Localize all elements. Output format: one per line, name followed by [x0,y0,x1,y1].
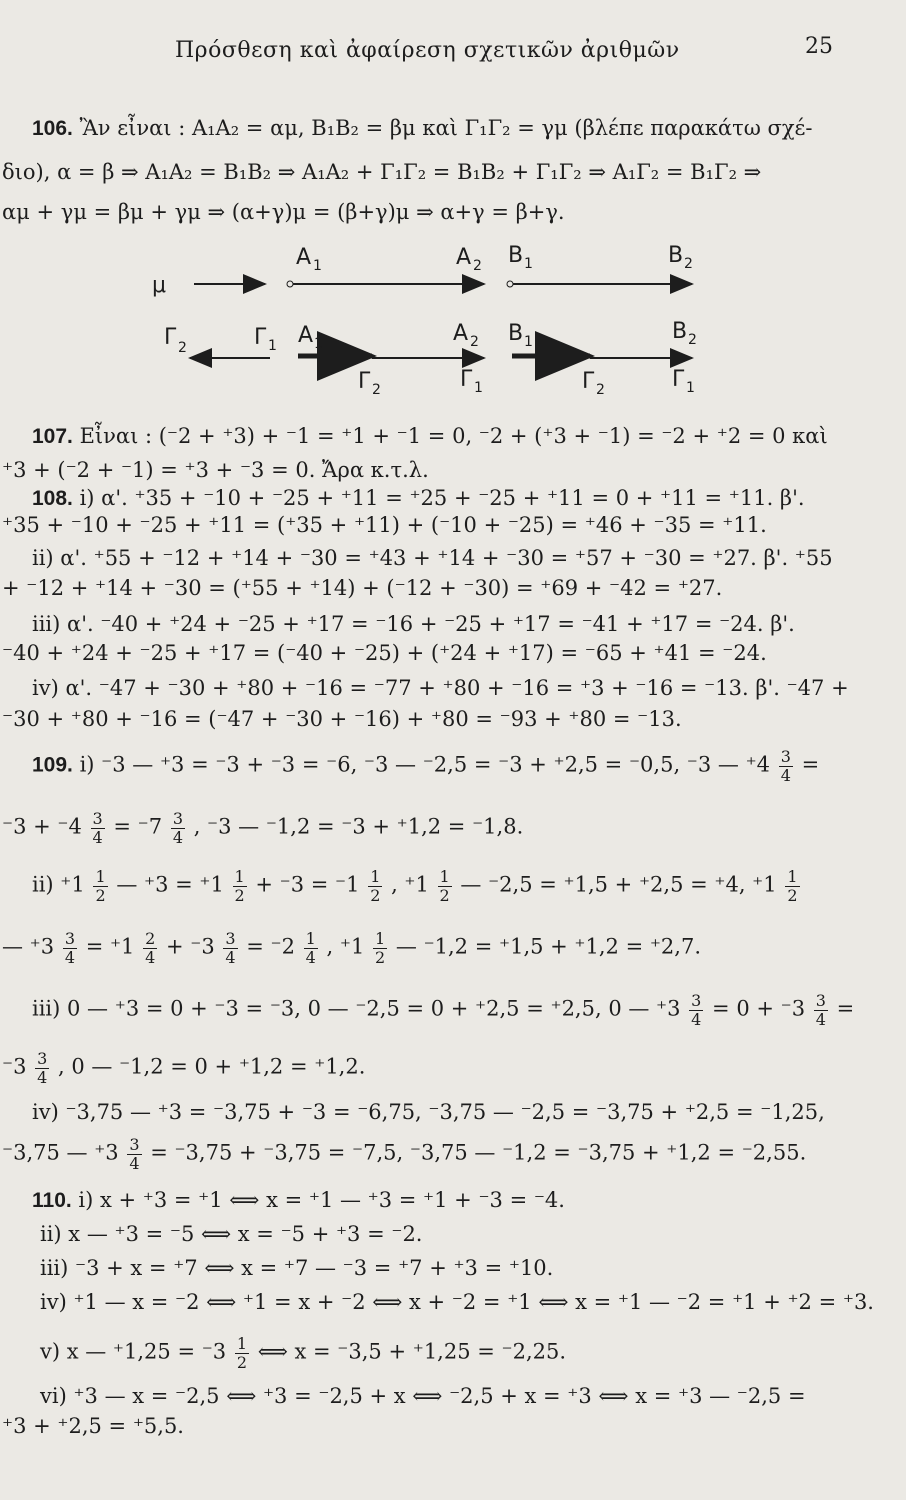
fraction: $\frac{3}{4}$ [172,809,183,847]
exercise-108-iii-line-2: ⁻40 + ⁺24 + ⁻25 + ⁺17 = (⁻40 + ⁻25) + (⁺24 + ⁺17) = ⁻65 + ⁺41 = ⁻24. [2,641,767,665]
b1b-sub: 1 [524,334,533,350]
exercise-109-ii-line-1: ii) ⁺1 $\frac{1}{2}$ — ⁺3 = ⁺1 $\frac{1}{2}$ + ⁻3 = ⁻1 $\frac{1}{2}$ , ⁺1 $\frac{1}{2}$ — ⁻2,5 = ⁺1,5 + ⁺2,5 = ⁺4, ⁺1 $\frac{1}{2}$ [32,867,798,905]
g1c-sub: 1 [686,380,695,396]
exercise-109-ii-line-2: — ⁺3 $\frac{3}{4}$ = ⁺1 $\frac{2}{4}$ + ⁻3 $\frac{3}{4}$ = ⁻2 $\frac{1}{4}$ , ⁺1 $\frac{1}{2}$ — ⁻1,2 = ⁺1,5 + ⁺1,2 = ⁺2,7. [2,929,702,967]
a1b-label: A [298,323,314,348]
mu-label: μ [152,273,166,298]
exercise-number: 109. [32,753,73,777]
fraction: $\frac{1}{2}$ [95,867,106,905]
fraction: $\frac{3}{4}$ [225,929,236,967]
exercise-106-line-2: διο), α = β ⇒ A₁A₂ = B₁B₂ ⇒ A₁A₂ + Γ₁Γ₂ = B₁B₂ + Γ₁Γ₂ ⇒ A₁Γ₂ = B₁Γ₂ ⇒ [2,160,762,184]
g2c-label: Γ [582,369,595,394]
exercise-109-iii-line-1: iii) 0 — ⁺3 = 0 + ⁻3 = ⁻3, 0 — ⁻2,5 = 0 + ⁺2,5 = ⁺2,5, 0 — ⁺3 $\frac{3}{4}$ = 0 + ⁻3 $\frac{3}{4}$ = [32,991,855,1029]
g2-label: Γ [164,325,177,350]
g1-label: Γ [254,325,267,350]
b2-sub: 2 [684,256,693,272]
fraction: $\frac{1}{4}$ [305,929,316,967]
b1-point [507,281,513,287]
exercise-110-iv: iv) ⁺1 — x = ⁻2 ⟺ ⁺1 = x + ⁻2 ⟺ x + ⁻2 = ⁺1 ⟺ x = ⁺1 — ⁻2 = ⁺1 + ⁺2 = ⁺3. [40,1290,874,1314]
exercise-109-iv-line-1: iv) ⁻3,75 — ⁺3 = ⁻3,75 + ⁻3 = ⁻6,75, ⁻3,75 — ⁻2,5 = ⁻3,75 + ⁺2,5 = ⁻1,25, [32,1100,825,1124]
exercise-106-line-1 [32,116,813,141]
a1b-sub: 1 [314,336,323,352]
g2c-sub: 2 [596,382,605,398]
exercise-108-i-line-2: ⁺35 + ⁻10 + ⁻25 + ⁺11 = (⁺35 + ⁺11) + (⁻10 + ⁻25) = ⁺46 + ⁻35 = ⁺11. [2,513,767,537]
a2-label: A [456,245,472,270]
fraction: $\frac{3}{4}$ [691,991,702,1029]
exercise-number: 106. [32,117,73,140]
g2-sub: 2 [178,340,187,356]
exercise-110-vi-line-1: vi) ⁺3 — x = ⁻2,5 ⟺ ⁺3 = ⁻2,5 + x ⟺ ⁻2,5 + x = ⁺3 ⟺ x = ⁺3 — ⁻2,5 = [40,1384,806,1408]
exercise-108-i-line-1 [32,486,805,511]
g2b-label: Γ [358,369,371,394]
fraction: $\frac{1}{2}$ [375,929,386,967]
a1-sub: 1 [313,258,322,274]
exercise-109-i-line-2: ⁻3 + ⁻4 $\frac{3}{4}$ = ⁻7 $\frac{3}{4}$ , ⁻3 — ⁻1,2 = ⁻3 + ⁺1,2 = ⁻1,8. [2,809,524,847]
exercise-107-line-2: ⁺3 + (⁻2 + ⁻1) = ⁺3 + ⁻3 = 0. Ἄρα κ.τ.λ. [2,458,429,482]
exercise-109-i-line-1: 109. i) ⁻3 — ⁺3 = ⁻3 + ⁻3 = ⁻6, ⁻3 — ⁻2,5 = ⁻3 + ⁺2,5 = ⁻0,5, ⁻3 — ⁺4 $\frac{3}{4}$ = [32,747,820,785]
exercise-number: 110. [32,1189,72,1212]
exercise-110-v: v) x — ⁺1,25 = ⁻3 $\frac{1}{2}$ ⟺ x = ⁻3,5 + ⁺1,25 = ⁻2,25. [40,1334,567,1372]
exercise-108-iv-line-2: ⁻30 + ⁺80 + ⁻16 = (⁻47 + ⁻30 + ⁻16) + ⁺80 = ⁻93 + ⁺80 = ⁻13. [2,707,682,731]
fraction: $\frac{2}{4}$ [145,929,156,967]
a1-label: A [296,245,312,270]
exercise-110-i [32,1188,565,1213]
page-header-title: Πρόσθεση καὶ ἀφαίρεση σχετικῶν ἀριθμῶν [175,38,680,63]
g1b-label: Γ [460,367,473,392]
fraction: $\frac{1}{2}$ [234,867,245,905]
fraction: $\frac{1}{2}$ [787,867,798,905]
a1-point [287,281,293,287]
exercise-109-iii-line-2: ⁻3 $\frac{3}{4}$ , 0 — ⁻1,2 = 0 + ⁺1,2 = ⁺1,2. [2,1049,366,1087]
exercise-107-line-1 [32,424,828,449]
fraction: $\frac{3}{4}$ [129,1135,140,1173]
b2b-label: B [672,319,688,344]
exercise-number: 107. [32,425,73,448]
fraction: $\frac{3}{4}$ [37,1049,48,1087]
b1-sub: 1 [524,256,533,272]
exercise-text: Εἶναι : (⁻2 + ⁺3) + ⁻1 = ⁺1 + ⁻1 = 0, ⁻2 + (⁺3 + ⁻1) = ⁻2 + ⁺2 = 0 καὶ [79,424,828,448]
fraction: $\frac{3}{4}$ [64,929,75,967]
vector-diagram [0,240,906,400]
g1b-sub: 1 [474,380,483,396]
b1b-label: B [508,321,524,346]
exercise-106-line-3: αμ + γμ = βμ + γμ ⇒ (α+γ)μ = (β+γ)μ ⇒ α+γ = β+γ. [2,200,565,224]
exercise-text: i) ⁻3 — ⁺3 = ⁻3 + ⁻3 = ⁻6, ⁻3 — ⁻2,5 = ⁻3 + ⁺2,5 = ⁻0,5, ⁻3 — ⁺4 [79,752,771,777]
exercise-text: i) α'. ⁺35 + ⁻10 + ⁻25 + ⁺11 = ⁺25 + ⁻25 + ⁺11 = 0 + ⁺11 = ⁺11. β'. [79,486,805,510]
exercise-110-iii: iii) ⁻3 + x = ⁺7 ⟺ x = ⁺7 — ⁻3 = ⁺7 + ⁺3 = ⁺10. [40,1256,554,1280]
exercise-text: i) x + ⁺3 = ⁺1 ⟺ x = ⁺1 — ⁺3 = ⁺1 + ⁻3 = ⁻4. [78,1188,565,1212]
fraction: $\frac{3}{4}$ [815,991,826,1029]
a2b-sub: 2 [470,334,479,350]
exercise-108-iv-line-1: iv) α'. ⁻47 + ⁻30 + ⁺80 + ⁻16 = ⁻77 + ⁺80 + ⁻16 = ⁺3 + ⁻16 = ⁻13. β'. ⁻47 + [32,676,849,700]
fraction: $\frac{1}{2}$ [236,1334,248,1372]
b2-label: B [668,243,684,268]
exercise-109-iv-line-2: ⁻3,75 — ⁺3 $\frac{3}{4}$ = ⁻3,75 + ⁻3,75 = ⁻7,5, ⁻3,75 — ⁻1,2 = ⁻3,75 + ⁺1,2 = ⁻2,55. [2,1135,807,1173]
g1c-label: Γ [672,367,685,392]
b1-label: B [508,243,524,268]
exercise-text: Ἂν εἶναι : A₁A₂ = αμ, B₁B₂ = βμ καὶ Γ₁Γ₂ = γμ (βλέπε παρακάτω σχέ- [79,116,813,140]
exercise-108-ii-line-1: ii) α'. ⁺55 + ⁻12 + ⁺14 + ⁻30 = ⁺43 + ⁺14 + ⁻30 = ⁺57 + ⁻30 = ⁺27. β'. ⁺55 [32,546,833,570]
b2b-sub: 2 [688,332,697,348]
exercise-108-ii-line-2: + ⁻12 + ⁺14 + ⁻30 = (⁺55 + ⁺14) + (⁻12 + ⁻30) = ⁺69 + ⁻42 = ⁺27. [2,576,723,600]
g2b-sub: 2 [372,382,381,398]
fraction: $\frac{1}{2}$ [370,867,381,905]
g1-sub: 1 [268,338,277,354]
exercise-110-vi-line-2: ⁺3 + ⁺2,5 = ⁺5,5. [2,1414,184,1438]
page-number: 25 [805,34,833,59]
fraction: $\frac{3}{4}$ [92,809,103,847]
a2b-label: A [453,321,469,346]
exercise-number: 108. [32,487,73,510]
exercise-108-iii-line-1: iii) α'. ⁻40 + ⁺24 + ⁻25 + ⁺17 = ⁻16 + ⁻25 + ⁺17 = ⁻41 + ⁺17 = ⁻24. β'. [32,612,795,636]
fraction: $\frac{1}{2}$ [439,867,450,905]
exercise-110-ii: ii) x — ⁺3 = ⁻5 ⟺ x = ⁻5 + ⁺3 = ⁻2. [40,1222,423,1246]
a2-sub: 2 [473,258,482,274]
fraction: $\frac{3}{4}$ [780,747,791,785]
